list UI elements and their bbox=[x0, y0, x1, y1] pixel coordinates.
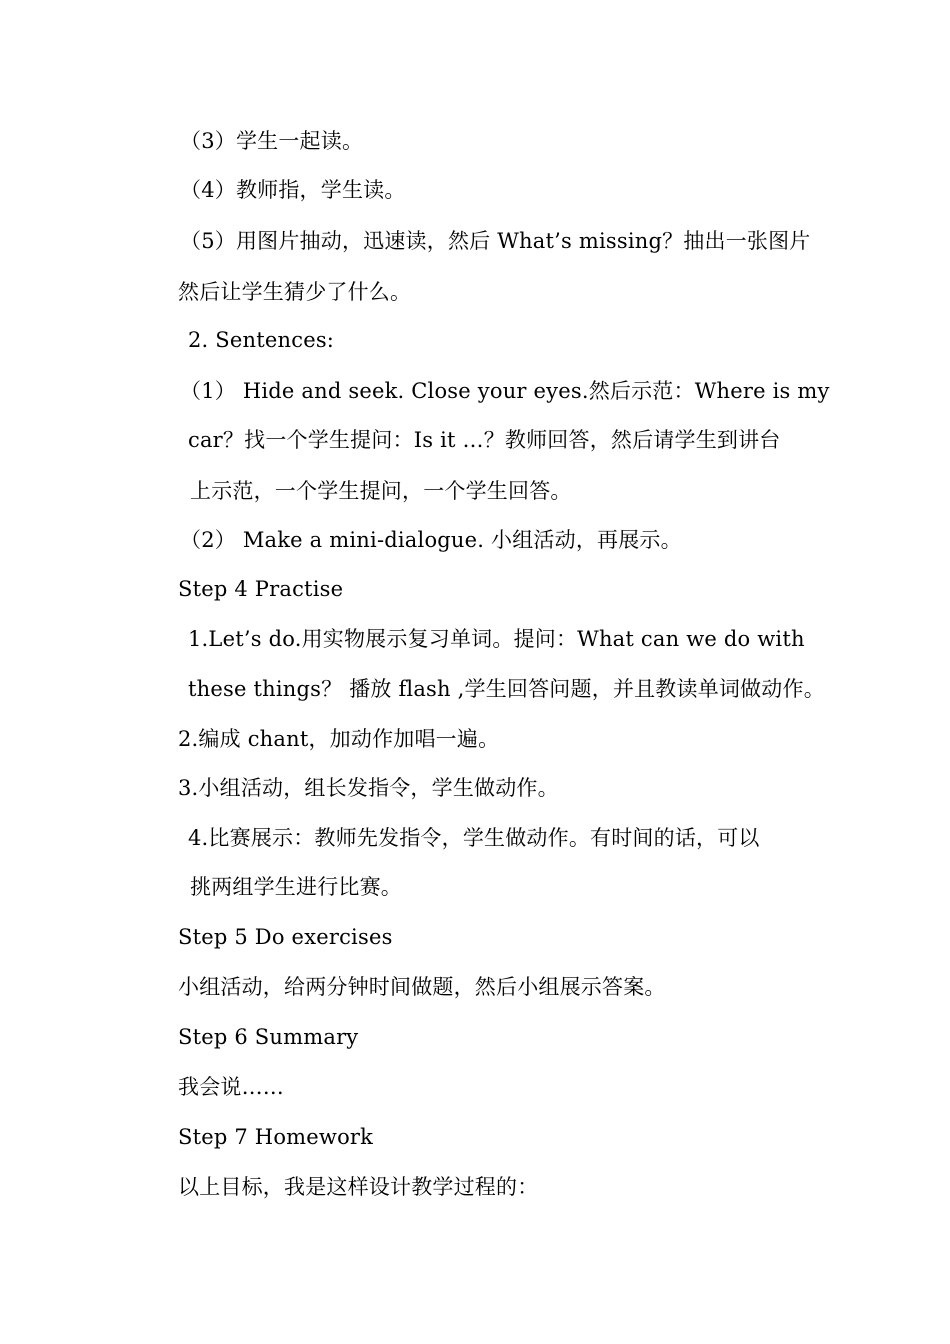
text-line-15: 4.比赛展示：教师先发指令，学生做动作。有时间的话，可以 bbox=[188, 826, 760, 850]
text-line-22: 以上目标，我是这样设计教学过程的： bbox=[178, 1175, 539, 1199]
text-line-2: （4）教师指，学生读。 bbox=[180, 178, 406, 202]
text-line-5: 2. Sentences: bbox=[188, 328, 335, 352]
text-line-4: 然后让学生猜少了什么。 bbox=[178, 280, 412, 304]
text-line-18: 小组活动，给两分钟时间做题，然后小组展示答案。 bbox=[178, 975, 666, 999]
text-line-9: （2） Make a mini-dialogue. 小组活动，再展示。 bbox=[180, 528, 682, 552]
text-line-20: 我会说…… bbox=[178, 1075, 284, 1099]
text-line-7: car？找一个学生提问：Is it …？教师回答，然后请学生到讲台 bbox=[188, 428, 781, 452]
text-line-13: 2.编成 chant，加动作加唱一遍。 bbox=[178, 727, 500, 751]
text-line-12: these things？ 播放 flash ,学生回答问题，并且教读单词做动作。 bbox=[188, 677, 825, 701]
text-line-14: 3.小组活动，组长发指令，学生做动作。 bbox=[178, 776, 559, 800]
text-line-11: 1.Let’s do.用实物展示复习单词。提问：What can we do with bbox=[188, 627, 805, 651]
text-line-6: （1） Hide and seek. Close your eyes.然后示范：Where is my bbox=[180, 379, 830, 403]
step-4-heading: Step 4 Practise bbox=[178, 577, 344, 601]
step-6-heading: Step 6 Summary bbox=[178, 1025, 359, 1049]
text-line-16: 挑两组学生进行比赛。 bbox=[190, 875, 402, 899]
text-line-3: （5）用图片抽动，迅速读，然后 What’s missing？抽出一张图片 bbox=[180, 229, 811, 253]
text-line-1: （3）学生一起读。 bbox=[180, 129, 364, 153]
step-5-heading: Step 5 Do exercises bbox=[178, 925, 393, 949]
text-line-8: 上示范，一个学生提问，一个学生回答。 bbox=[190, 479, 572, 503]
step-7-heading: Step 7 Homework bbox=[178, 1125, 374, 1149]
